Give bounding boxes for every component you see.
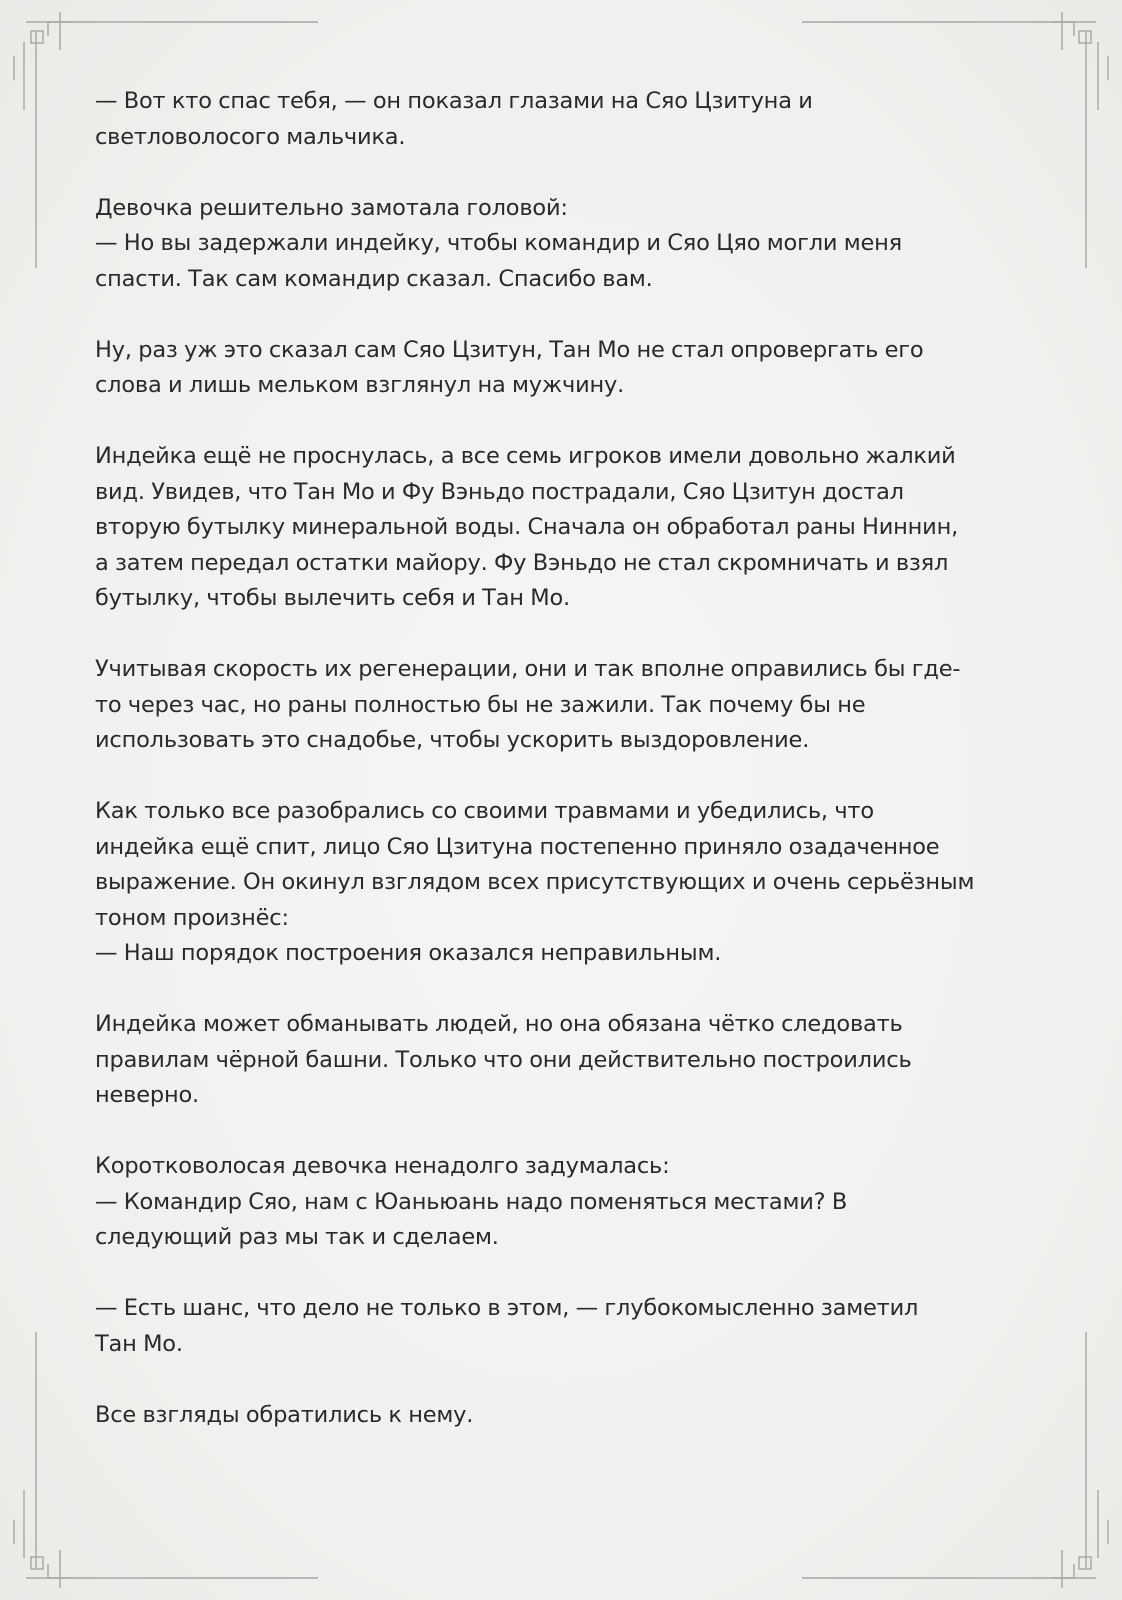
text-line: — Есть шанс, что дело не только в этом, — глубокомысленно заметил xyxy=(95,1295,919,1321)
paragraph-8 xyxy=(95,1149,1035,1256)
text-line: выражение. Он окинул взглядом всех присутствующих и очень серьёзным xyxy=(95,869,975,895)
text-line: Индейка ещё не проснулась, а все семь игроков имели довольно жалкий xyxy=(95,443,956,469)
text-line: Тан Мо. xyxy=(95,1330,183,1357)
text-line: индейка ещё спит, лицо Сяо Цзитуна постепенно приняло озадаченное xyxy=(95,833,940,860)
text-line: бутылку, чтобы вылечить себя и Тан Мо. xyxy=(95,585,570,611)
paragraph-5 xyxy=(95,652,1035,759)
text-line: спасти. Так сам командир сказал. Спасибо вам. xyxy=(95,265,653,292)
paragraph-7 xyxy=(95,1007,1035,1114)
text-line: а затем передал остатки майору. Фу Вэньдо не стал скромничать и взял xyxy=(95,549,949,576)
text-line: светловолосого мальчика. xyxy=(95,123,406,150)
text-line: — Командир Сяо, нам с Юаньюань надо поменяться местами? В xyxy=(95,1188,848,1215)
text-line: Индейка может обманывать людей, но она обязана чётко следовать xyxy=(95,1011,903,1037)
text-line: Коротковолосая девочка ненадолго задумалась: xyxy=(95,1153,670,1179)
paragraph-6 xyxy=(95,794,1035,972)
paragraph-9 xyxy=(95,1291,1035,1362)
text-line: Девочка решительно замотала головой: xyxy=(95,194,568,221)
paragraph-4 xyxy=(95,439,1035,617)
text-line: Как только все разобрались со своими травмами и убедились, что xyxy=(95,798,874,824)
text-line: слова и лишь мельком взглянул на мужчину. xyxy=(95,372,625,398)
text-line: вид. Увидев, что Тан Мо и Фу Вэньдо пострадали, Сяо Цзитун достал xyxy=(95,478,904,505)
paragraph-10 xyxy=(95,1398,1035,1434)
text-line: использовать это снадобье, чтобы ускорить выздоровление. xyxy=(95,727,810,753)
text-line: — Вот кто спас тебя, — он показал глазами на Сяо Цзитуна и xyxy=(95,88,813,114)
text-line: — Наш порядок построения оказался неправильным. xyxy=(95,940,722,966)
text-line: Учитывая скорость их регенерации, они и так вполне оправились бы где- xyxy=(95,656,961,682)
text-line: неверно. xyxy=(95,1082,199,1108)
text-line: Все взгляды обратились к нему. xyxy=(95,1401,474,1428)
text-line: тоном произнёс: xyxy=(95,904,289,931)
text-line: Ну, раз уж это сказал сам Сяо Цзитун, Тан Мо не стал опровергать его xyxy=(95,336,924,363)
text-line: то через час, но раны полностью бы не зажили. Так почему бы не xyxy=(95,691,866,718)
paragraph-3 xyxy=(95,333,1035,404)
text-line: — Но вы задержали индейку, чтобы командир и Сяо Цяо могли меня xyxy=(95,230,903,256)
text-line: следующий раз мы так и сделаем. xyxy=(95,1224,499,1250)
paragraph-2 xyxy=(95,191,1035,298)
paragraph-1 xyxy=(95,84,1035,155)
chapter-text xyxy=(95,84,1035,1469)
text-line: правилам чёрной башни. Только что они действительно построились xyxy=(95,1046,912,1073)
text-line: вторую бутылку минеральной воды. Сначала он обработал раны Ниннин, xyxy=(95,514,959,540)
